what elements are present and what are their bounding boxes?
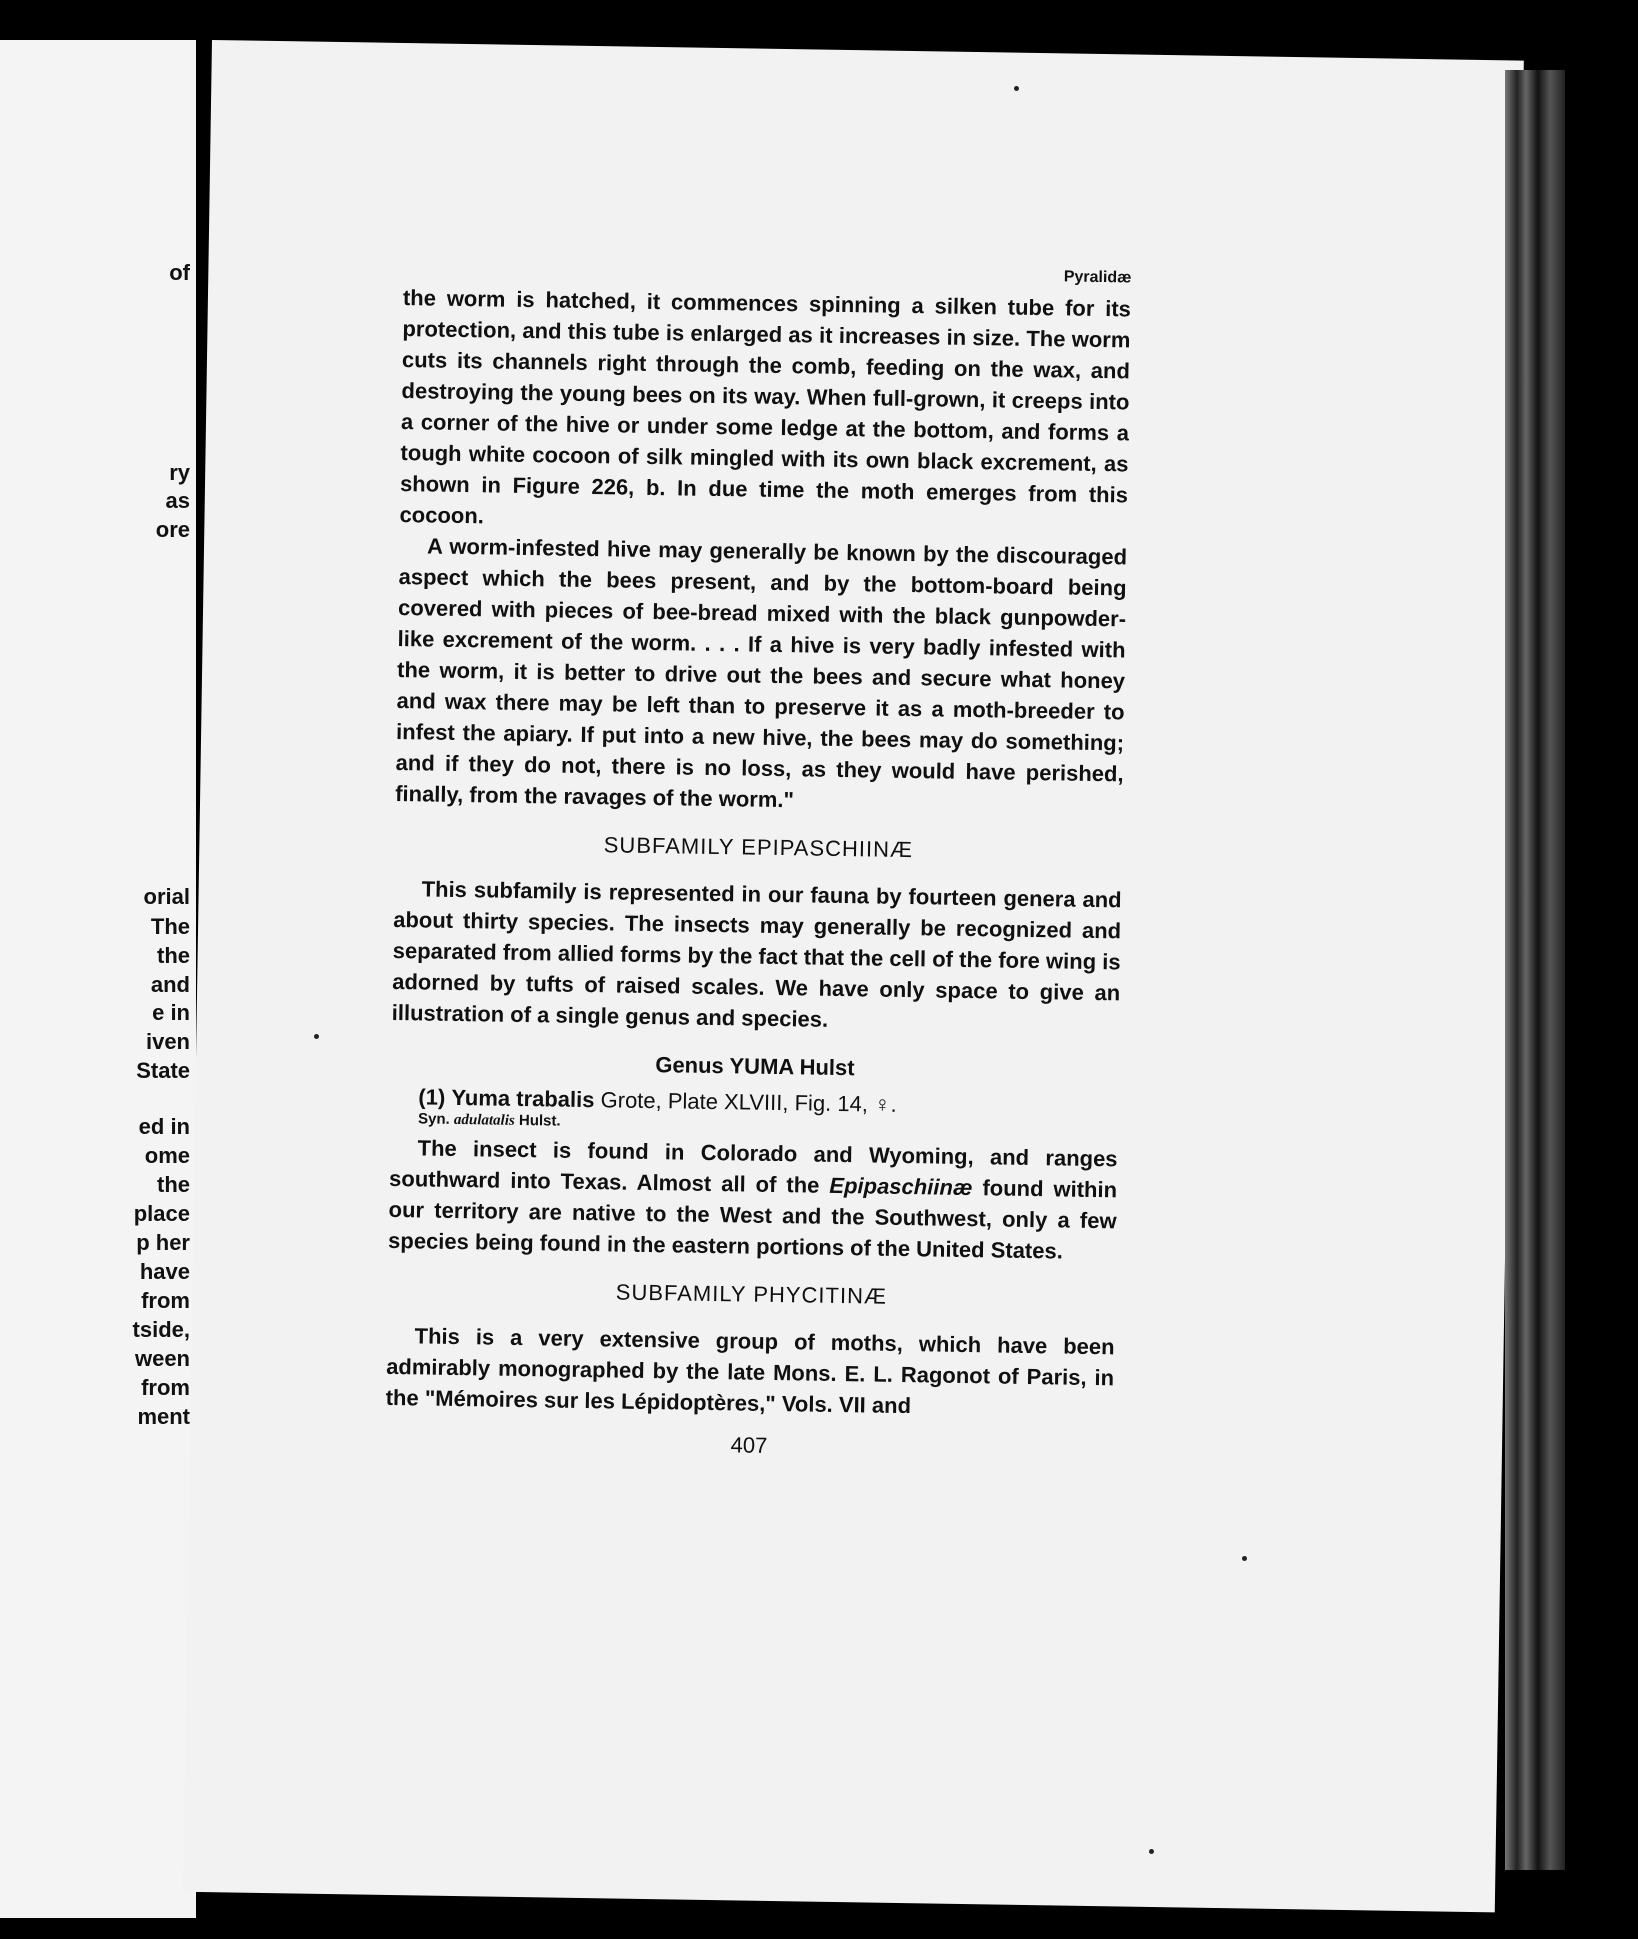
heading-phycitinae: SUBFAMILY PHYCITINÆ: [615, 1279, 888, 1309]
paragraph-5: This is a very extensive group of moths, which have been admirably monographed by the late Mons. E. L. Ragonot of Paris, in the "Mémoires sur les Lépidoptères," Vols. VII and: [385, 1323, 1115, 1419]
paragraph-4-end: found within our territory are native to the West and the Southwest, only a few species being found in the eastern portions of the United States.: [387, 1175, 1118, 1264]
left-page-fragment: of: [169, 260, 190, 285]
speck: [1014, 86, 1019, 91]
species-name: Yuma trabalis: [451, 1084, 595, 1113]
page-number: 407: [730, 1432, 768, 1458]
right-page: [183, 40, 1524, 1912]
left-page-fragment: orial: [143, 884, 190, 909]
left-page-fragment: e in: [152, 1000, 190, 1025]
speck: [1149, 1849, 1154, 1854]
left-page-fragment: State: [136, 1058, 190, 1083]
heading-epipaschiinae: SUBFAMILY EPIPASCHIINÆ: [603, 832, 914, 863]
syn-label: Syn.: [417, 1110, 450, 1128]
left-page-fragment: from: [141, 1288, 190, 1313]
paragraph-2: A worm-infested hive may generally be known by the discouraged aspect which the bees present, and by the bottom-board being covered with pieces of bee-bread mixed with the black gunpowder-like excrement of the worm. . . . If a hive is very badly infested with the worm, it is better to drive out the bees and secure what honey and wax there may be left than to preserve it as a moth-breeder to infest the apiary. If put into a new hive, the bees may do something; and if they do not, there is no loss, as they would have perished, finally, from the ravages of the worm.": [394, 533, 1128, 813]
left-page-fragment: p her: [136, 1230, 190, 1255]
paragraph-1: the worm is hatched, it commences spinning a silken tube for its protection, and this tube is enlarged as it increases in size. The worm cuts its channels right through the comb, feeding on the wax, and destroying the young bees on its way. When full-grown, it creeps into a corner of the hive or under some ledge at the bottom, and forms a tough white cocoon of silk mingled with its own black excrement, as shown in Figure 226, b. In due time the moth emerges from this cocoon.: [399, 285, 1132, 529]
speck: [314, 1034, 319, 1039]
running-head: Pyralidæ: [1063, 268, 1132, 287]
page-edge: [1505, 70, 1565, 1870]
left-page-fragment: the: [157, 943, 190, 968]
syn-author: Hulst.: [518, 1111, 561, 1130]
genus-heading: Genus YUMA Hulst: [655, 1052, 855, 1081]
syn-name: adulatalis: [453, 1111, 515, 1129]
left-page-fragment: ry: [169, 460, 190, 485]
left-page-fragment: ome: [144, 1143, 190, 1168]
left-page-fragment: as: [165, 488, 190, 513]
paragraph-4: [388, 1132, 1118, 1267]
left-page-fragment: ment: [137, 1404, 190, 1429]
left-page-fragment: tside,: [132, 1317, 190, 1342]
left-page-fragment: ore: [155, 517, 190, 542]
left-page-fragment: the: [157, 1172, 190, 1197]
left-page: [0, 40, 196, 1918]
left-page-fragment: have: [139, 1259, 190, 1284]
left-page-fragment: from: [141, 1375, 190, 1400]
paragraph-4-italic: Epipaschiinæ: [829, 1172, 973, 1201]
left-page-fragment: The: [150, 914, 190, 939]
paragraph-3: This subfamily is represented in our fauna by fourteen genera and about thirty species. The insects may generally be recognized and separated from allied forms by the fact that the cell of the fore wing is adorned by tufts of raised scales. We have only space to give an illustration of a single genus and species.: [391, 876, 1122, 1032]
speck: [1242, 1556, 1247, 1561]
text-block: [385, 258, 1132, 1464]
species-number: (1): [418, 1084, 446, 1110]
left-page-fragment: ed in: [138, 1114, 190, 1139]
species-citation: Grote, Plate XLVIII, Fig. 14, ♀.: [600, 1087, 897, 1117]
left-page-fragment: iven: [145, 1029, 190, 1054]
paragraph-4-start: The insect is found in Colorado and Wyoming, and ranges southward into Texas. Almost all of the: [388, 1135, 1118, 1198]
left-page-fragment: and: [150, 972, 190, 997]
left-page-fragment: place: [133, 1201, 190, 1226]
left-page-fragment: ween: [134, 1346, 190, 1371]
